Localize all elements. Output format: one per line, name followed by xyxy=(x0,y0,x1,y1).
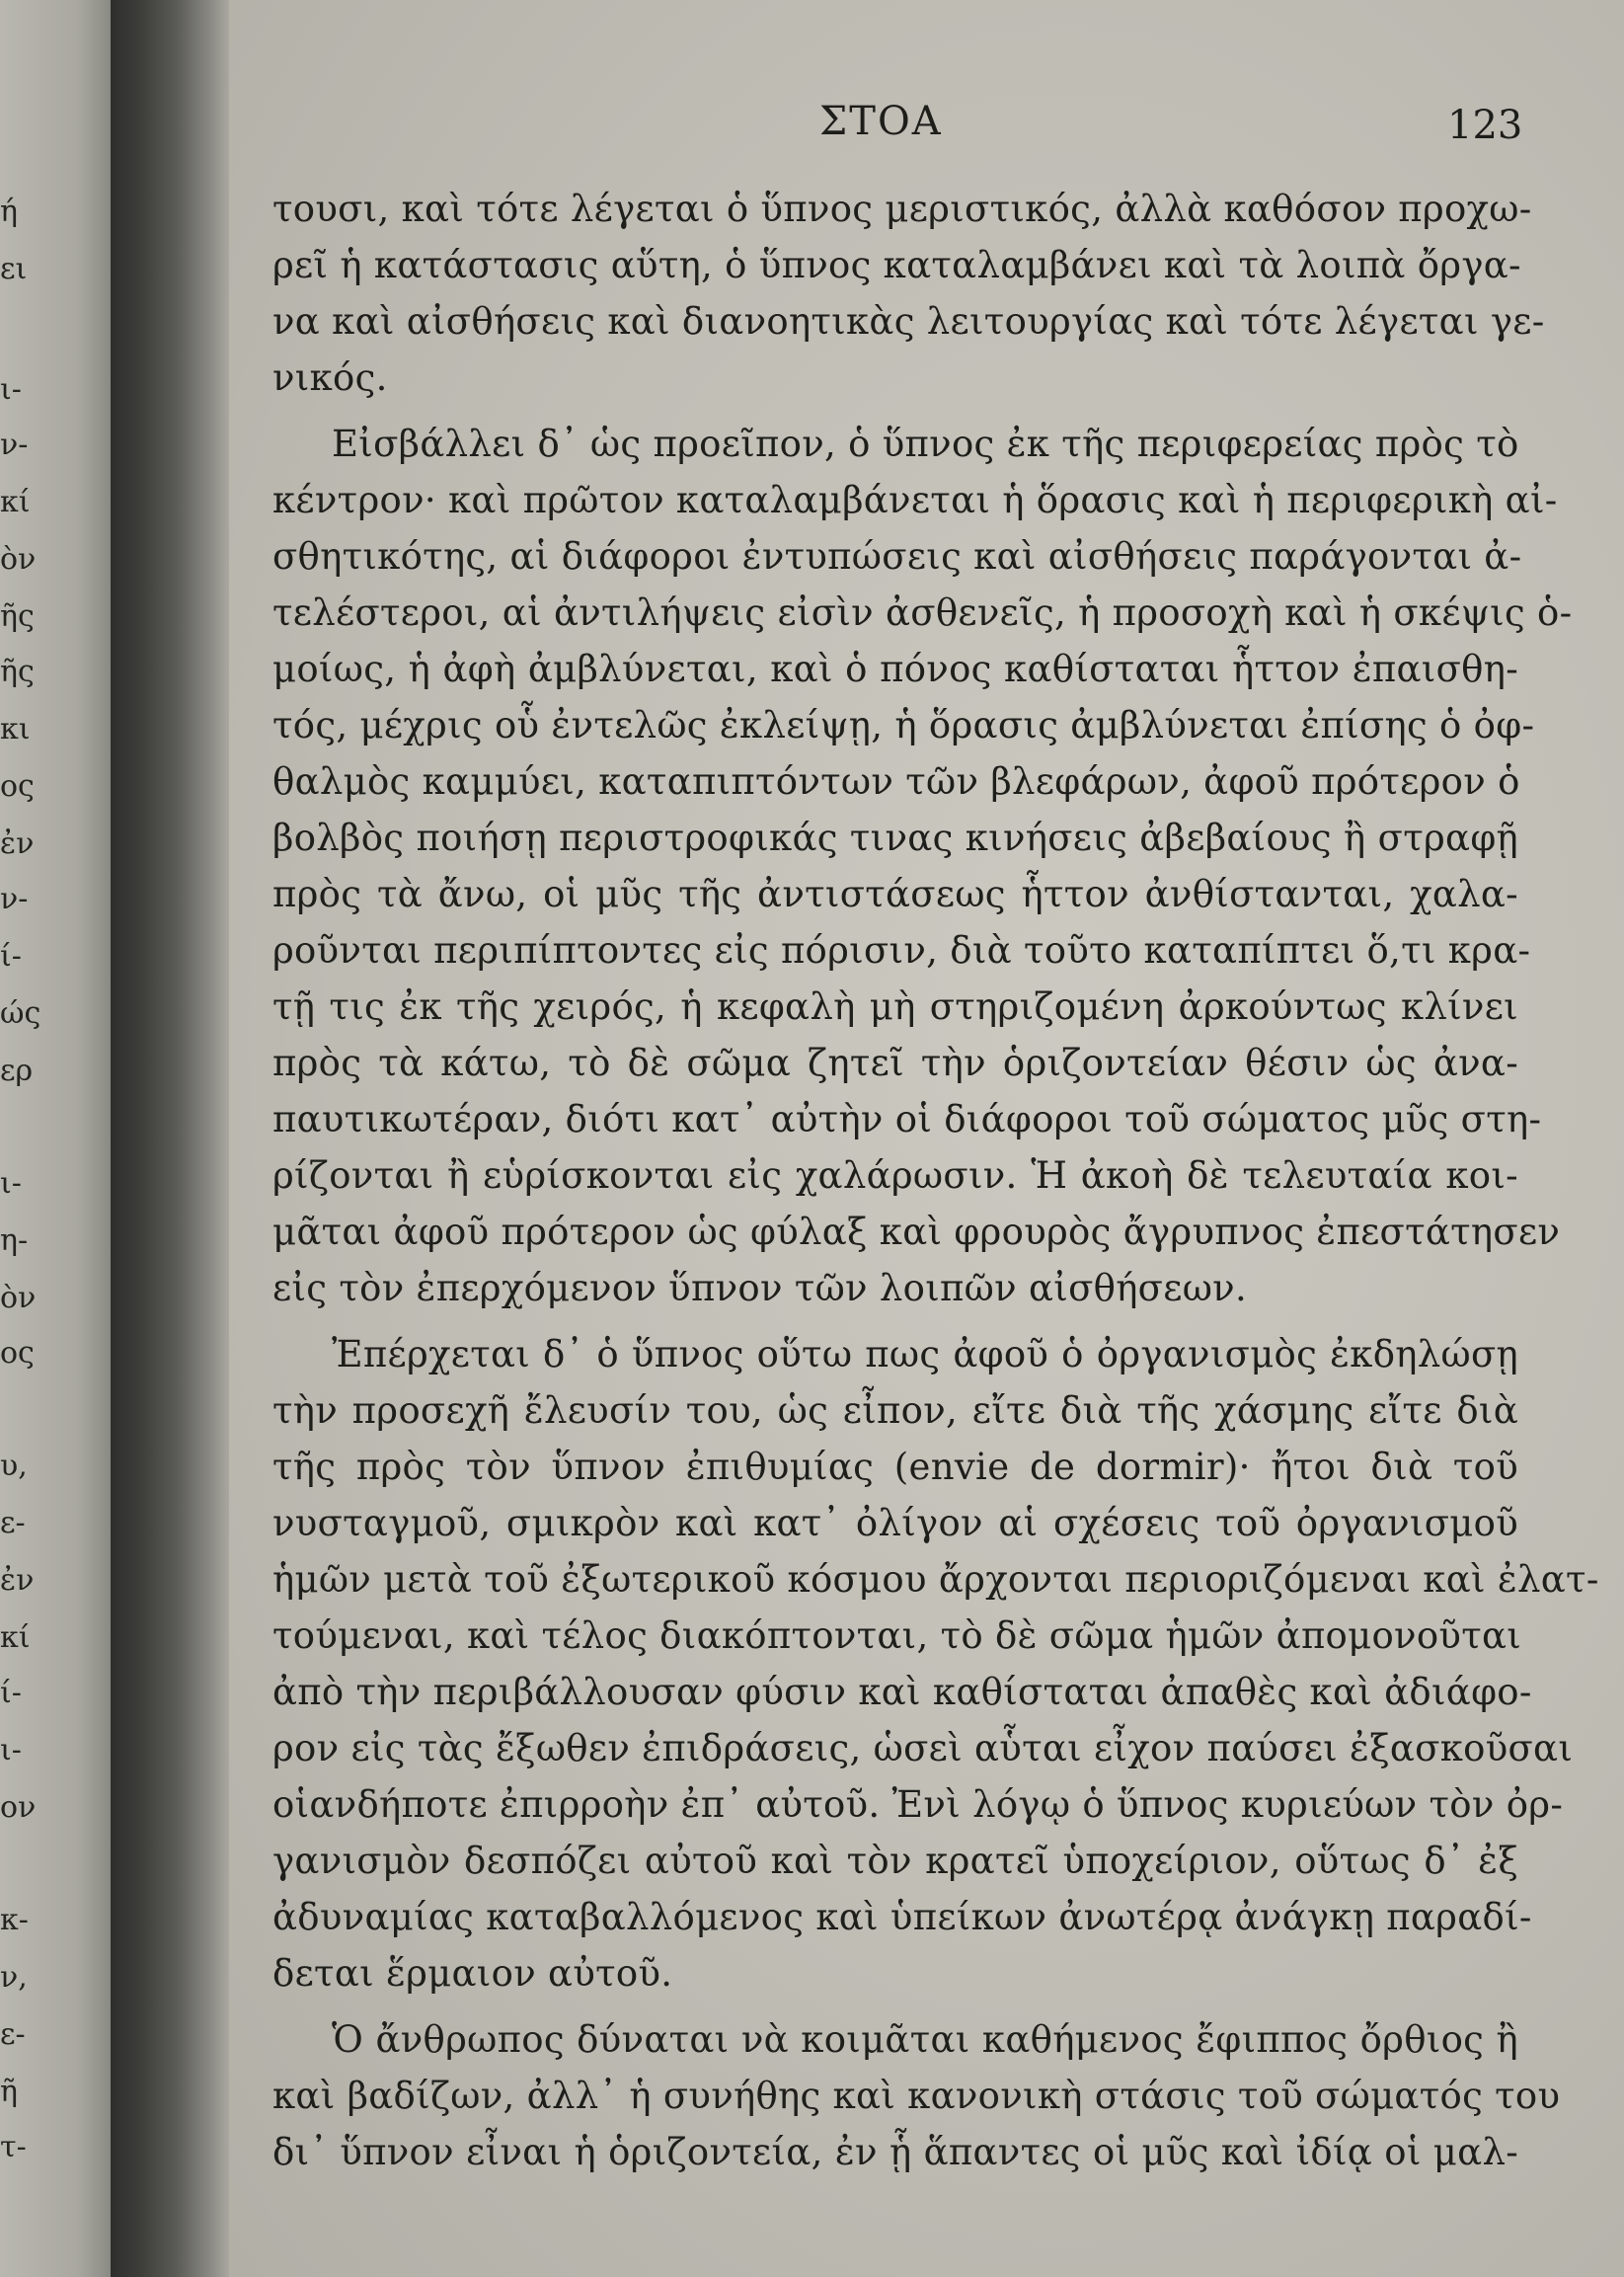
text-line: οἱανδήποτε ἐπιρροὴν ἐπ᾽ αὐτοῦ. Ἐνὶ λόγῳ ὁ ὕπνος κυριεύων τὸν ὀρ- xyxy=(272,1783,1564,1826)
text-line: ἀδυναμίας καταβαλλόμενος καὶ ὑπείκων ἀνωτέρᾳ ἀνάγκῃ παραδί- xyxy=(272,1896,1532,1938)
previous-page-fragment: η- xyxy=(0,1223,29,1258)
text-line: μᾶται ἀφοῦ πρότερον ὡς φύλαξ καὶ φρουρὸς ἄγρυπνος ἐπεστάτησεν xyxy=(272,1211,1561,1253)
text-line: τὴν προσεχῆ ἔλευσίν του, ὡς εἶπον, εἴτε διὰ τῆς χάσμης εἴτε διὰ xyxy=(272,1389,1518,1432)
previous-page-fragment: ε- xyxy=(0,1506,26,1540)
text-line: νικός. xyxy=(272,356,388,399)
previous-page-fragment: ώς xyxy=(0,996,41,1031)
previous-page-fragment: ἐν xyxy=(0,1563,35,1598)
text-line: ἡμῶν μετὰ τοῦ ἐξωτερικοῦ κόσμου ἄρχονται περιοριζόμεναι καὶ ἐλατ- xyxy=(272,1558,1599,1601)
text-line: δι᾽ ὕπνον εἶναι ἡ ὁριζοντεία, ἐν ᾗ ἅπαντες οἱ μῦς καὶ ἰδίᾳ οἱ μαλ- xyxy=(272,2131,1518,2173)
previous-page-fragment: ἐν xyxy=(0,826,35,861)
text-line: νυσταγμοῦ, σμικρὸν καὶ κατ᾽ ὀλίγον αἱ σχέσεις τοῦ ὀργανισμοῦ xyxy=(272,1502,1518,1544)
text-line: ρίζονται ἢ εὑρίσκονται εἰς χαλάρωσιν. Ἡ ἀκοὴ δὲ τελευταία κοι- xyxy=(272,1154,1518,1197)
text-line: θαλμὸς καμμύει, καταπιπτόντων τῶν βλεφάρων, ἀφοῦ πρότερον ὁ xyxy=(272,760,1520,803)
previous-page-fragment: υ, xyxy=(0,1449,28,1483)
text-line: γανισμὸν δεσπόζει αὐτοῦ καὶ τὸν κρατεῖ ὑποχείριον, οὕτως δ᾽ ἐξ xyxy=(272,1840,1518,1882)
text-line: ἀπὸ τὴν περιβάλλουσαν φύσιν καὶ καθίσταται ἀπαθὲς καὶ ἀδιάφο- xyxy=(272,1671,1532,1713)
previous-page-fragment: ος xyxy=(0,769,35,804)
text-line: ροῦνται περιπίπτοντες εἰς πόρισιν, διὰ τοῦτο καταπίπτει ὅ,τι κρα- xyxy=(272,929,1531,972)
previous-page-fragment: ον xyxy=(0,1790,37,1825)
previous-page-edge xyxy=(0,0,111,2277)
page-number: 123 xyxy=(1447,103,1523,148)
previous-page-fragment: ν- xyxy=(0,428,29,462)
text-line: σθητικότης, αἱ διάφοροι ἐντυπώσεις καὶ αἰσθήσεις παράγονται ἀ- xyxy=(272,535,1522,578)
text-line: πρὸς τὰ κάτω, τὸ δὲ σῶμα ζητεῖ τὴν ὁριζοντείαν θέσιν ὡς ἀνα- xyxy=(272,1042,1518,1084)
paragraph-start: Ὁ ἄνθρωπος δύναται νὰ κοιμᾶται καθήμενος ἔφιππος ὄρθιος ἢ xyxy=(332,2018,1518,2061)
previous-page-fragment: ὸν xyxy=(0,1281,37,1315)
text-line: βολβὸς ποιήσῃ περιστροφικάς τινας κινήσεις ἀβεβαίους ἢ στραφῇ xyxy=(272,817,1518,859)
previous-page-fragment: ί- xyxy=(0,939,22,974)
text-line: τελέστεροι, αἱ ἀντιλήψεις εἰσὶν ἀσθενεῖς, ἡ προσοχὴ καὶ ἡ σκέψις ὁ- xyxy=(272,591,1573,634)
previous-page-fragment: ι- xyxy=(0,1733,22,1767)
text-line: τός, μέχρις οὗ ἐντελῶς ἐκλείψῃ, ἡ ὅρασις ἀμβλύνεται ἐπίσης ὁ ὀφ- xyxy=(272,704,1535,746)
previous-page-fragment: κ- xyxy=(0,1903,29,1937)
previous-page-fragment: ῆς xyxy=(0,655,35,689)
previous-page-fragment: ος xyxy=(0,1336,35,1371)
text-line: να καὶ αἰσθήσεις καὶ διανοητικὰς λειτουργίας καὶ τότε λέγεται γε- xyxy=(272,300,1545,343)
paragraph-start: Εἰσβάλλει δ᾽ ὡς προεῖπον, ὁ ὕπνος ἐκ τῆς περιφερείας πρὸς τὸ xyxy=(332,423,1519,465)
text-line: πρὸς τὰ ἄνω, οἱ μῦς τῆς ἀντιστάσεως ἧττον ἀνθίστανται, χαλα- xyxy=(272,873,1518,915)
previous-page-fragment: ὸν xyxy=(0,542,37,577)
text-line: καὶ βαδίζων, ἀλλ᾽ ἡ συνήθης καὶ κανονικὴ στάσις τοῦ σώματός του xyxy=(272,2075,1561,2117)
previous-page-fragment: ν, xyxy=(0,1960,28,1995)
previous-page-fragment: ῆ xyxy=(0,2075,18,2109)
previous-page-fragment: ν- xyxy=(0,882,29,916)
previous-page-fragment: κί xyxy=(0,1620,31,1655)
text-line: ρεῖ ἡ κατάστασις αὕτη, ὁ ὕπνος καταλαμβάνει καὶ τὰ λοιπὰ ὄργα- xyxy=(272,244,1521,286)
previous-page-fragment: ί- xyxy=(0,1676,22,1710)
previous-page-fragment: κί xyxy=(0,485,31,519)
previous-page-fragment: ι- xyxy=(0,372,22,407)
previous-page-fragment: ει xyxy=(0,252,28,286)
text-line: εἰς τὸν ἐπερχόμενον ὕπνον τῶν λοιπῶν αἰσθήσεων. xyxy=(272,1267,1248,1309)
previous-page-fragment: ή xyxy=(0,195,18,229)
previous-page-fragment: ε- xyxy=(0,2017,26,2052)
previous-page-fragment: ι- xyxy=(0,1166,22,1201)
text-line: τῆς πρὸς τὸν ὕπνον ἐπιθυμίας (envie de dormir)· ἤτοι διὰ τοῦ xyxy=(272,1446,1518,1488)
paragraph-start: Ἐπέρχεται δ᾽ ὁ ὕπνος οὕτω πως ἀφοῦ ὁ ὀργανισμὸς ἐκδηλώσῃ xyxy=(332,1333,1518,1375)
text-line: τουσι, καὶ τότε λέγεται ὁ ὕπνος μεριστικός, ἀλλὰ καθόσον προχω- xyxy=(272,188,1532,230)
text-line: μοίως, ἡ ἀφὴ ἀμβλύνεται, καὶ ὁ πόνος καθίσταται ἧττον ἐπαισθη- xyxy=(272,648,1518,690)
previous-page-fragment: τ- xyxy=(0,2130,27,2164)
previous-page-fragment: κι xyxy=(0,712,31,746)
text-line: παυτικωτέραν, διότι κατ᾽ αὐτὴν οἱ διάφοροι τοῦ σώματος μῦς στη- xyxy=(272,1098,1542,1140)
previous-page-fragment: ερ xyxy=(0,1054,34,1088)
running-head: ΣΤΟΑ xyxy=(819,99,943,144)
text-line: δεται ἕρμαιον αὐτοῦ. xyxy=(272,1952,673,1995)
text-line: τῇ τις ἐκ τῆς χειρός, ἡ κεφαλὴ μὴ στηριζομένη ἀρκούντως κλίνει xyxy=(272,985,1518,1028)
book-gutter-shadow xyxy=(111,0,229,2277)
text-line: κέντρον· καὶ πρῶτον καταλαμβάνεται ἡ ὅρασις καὶ ἡ περιφερικὴ αἰ- xyxy=(272,479,1558,521)
text-line: τούμεναι, καὶ τέλος διακόπτονται, τὸ δὲ σῶμα ἡμῶν ἀπομονοῦται xyxy=(272,1614,1522,1657)
previous-page-fragment: ῆς xyxy=(0,599,35,634)
text-line: ρον εἰς τὰς ἔξωθεν ἐπιδράσεις, ὡσεὶ αὗται εἶχον παύσει ἐξασκοῦσαι xyxy=(272,1727,1574,1769)
